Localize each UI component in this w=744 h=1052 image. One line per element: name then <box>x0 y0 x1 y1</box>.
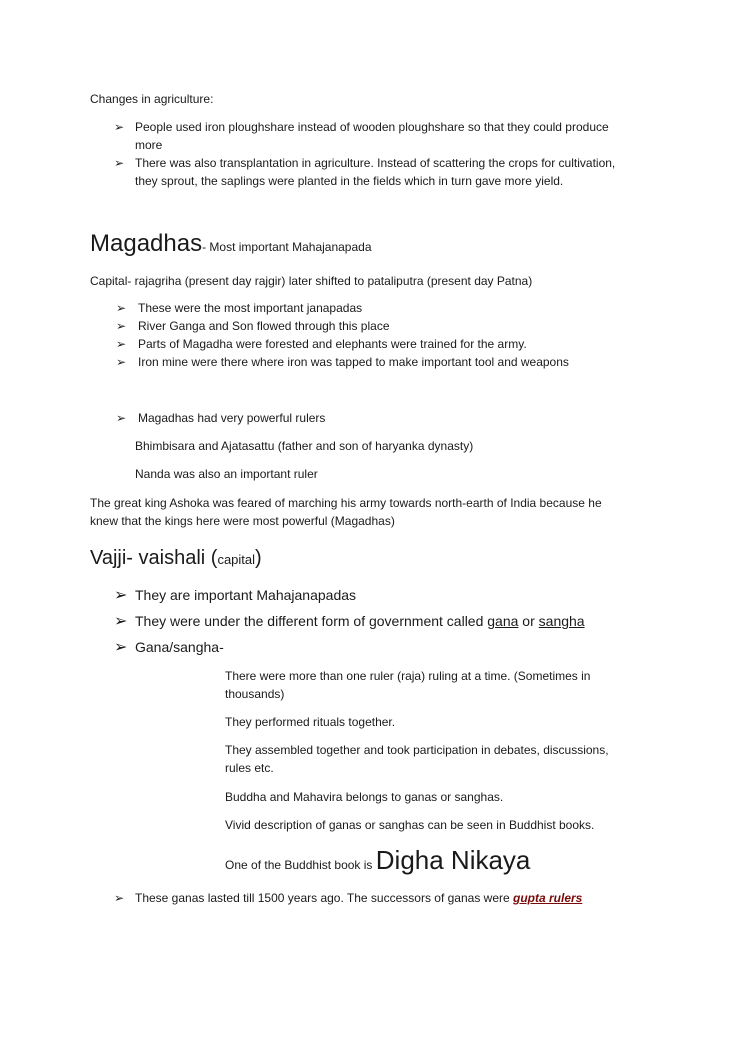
arrow-bullet-icon: ➢ <box>114 639 128 656</box>
gupta-rulers-term: gupta rulers <box>513 891 583 905</box>
arrow-bullet-icon: ➢ <box>116 301 127 315</box>
rulers-line: Bhimbisara and Ajatasattu (father and son of haryanka dynasty) <box>135 439 474 453</box>
arrow-bullet-icon: ➢ <box>116 411 127 425</box>
rulers-line: Nanda was also an important ruler <box>135 467 318 481</box>
arrow-bullet-icon: ➢ <box>116 337 127 351</box>
gana-desc-line: One of the Buddhist book is Digha Nikaya <box>225 845 531 875</box>
arrow-bullet-icon: ➢ <box>114 613 128 630</box>
gana-term: gana <box>487 613 519 629</box>
list-item: ➢ They are important Mahajanapadas <box>114 587 357 604</box>
ashoka-paragraph-line: The great king Ashoka was feared of marching his army towards north-earth of India because he <box>90 496 602 510</box>
sangha-term: sangha <box>538 613 585 629</box>
agriculture-heading: Changes in agriculture: <box>90 92 214 106</box>
gana-desc-line: Buddha and Mahavira belongs to ganas or sanghas. <box>225 790 504 804</box>
arrow-bullet-icon: ➢ <box>114 156 125 170</box>
magadhas-heading: Magadhas- Most important Mahajanapada <box>90 230 372 257</box>
gana-desc-line: Vivid description of ganas or sanghas can be seen in Buddhist books. <box>225 818 595 832</box>
document-page: Changes in agriculture: ➢ People used iron ploughshare instead of wooden ploughshare so that they could produce more ➢ There was also transplantation in agriculture. Instead of scattering the crops for cultivation, they sprout, the saplings were planted in the fields which in turn gave more yield. Magadhas- Most important Mahajanapada Capital- rajagriha (present day rajgir) later shifted to pataliputra (present day Patna) ➢ These were the most important janapadas ➢ River Ganga and Son flowed through this place ➢ Parts of Magadha were forested and elephants were trained for the army. ➢ Iron mine were there where iron was tapped to make important tool and weapons ➢ Magadhas had very powerful rulers Bhimbisara and Ajatasattu (father and son of haryanka dynasty) Nanda was also an important ruler The great king Ashoka was feared of marching his army towards north-earth of India because he knew that the kings here were most powerful (Magadhas) Vajji- vaishali (capital) ➢ They are important Mahajanapadas ➢ They were under the different form of government called gana or sangha ➢ Gana/sangha- There were more than one ruler (raja) ruling at a time. (Sometimes in thousands) They performed rituals together. They assembled together and took participation in debates, discussions, rules etc. Buddha and Mahavira belongs to ganas or sanghas. Vivid description of ganas or sanghas can be seen in Buddhist books. One of the Buddhist book is Digha Nikaya ➢ These ganas lasted till 1500 years ago. The successors of ganas were gupta rulers <box>90 92 616 905</box>
ashoka-paragraph-line: knew that the kings here were most powerful (Magadhas) <box>90 514 395 528</box>
list-item: ➢ Gana/sangha- <box>114 639 224 656</box>
list-item: ➢ They were under the different form of government called gana or sangha <box>114 613 585 630</box>
digha-nikaya-title: Digha Nikaya <box>375 845 531 875</box>
gana-desc-line: thousands) <box>225 687 285 701</box>
magadhas-capital: Capital- rajagriha (present day rajgir) later shifted to pataliputra (present day Patna) <box>90 274 533 288</box>
arrow-bullet-icon: ➢ <box>114 120 125 134</box>
arrow-bullet-icon: ➢ <box>116 319 127 333</box>
vajji-heading: Vajji- vaishali (capital) <box>90 547 262 569</box>
gana-desc-line: There were more than one ruler (raja) ruling at a time. (Sometimes in <box>225 669 591 683</box>
arrow-bullet-icon: ➢ <box>114 891 125 905</box>
gana-desc-line: rules etc. <box>225 761 274 775</box>
gana-desc-line: They performed rituals together. <box>225 715 396 729</box>
gana-desc-line: They assembled together and took participation in debates, discussions, <box>225 743 609 757</box>
arrow-bullet-icon: ➢ <box>114 587 128 604</box>
arrow-bullet-icon: ➢ <box>116 355 127 369</box>
